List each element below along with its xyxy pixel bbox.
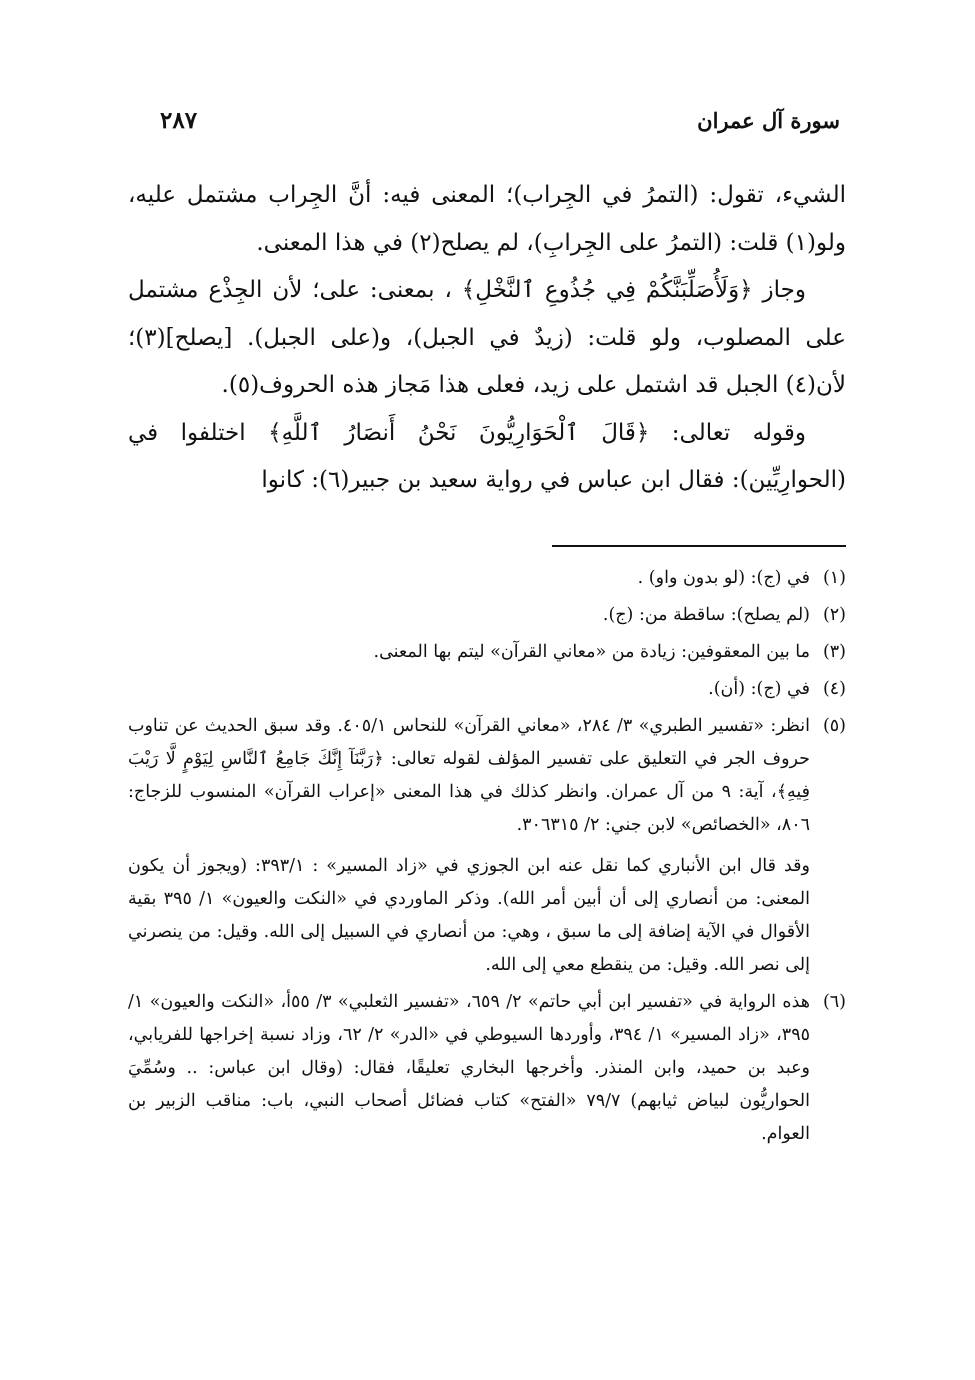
footnote (128, 636, 846, 669)
footnote-text: في (ج): (أن). (708, 679, 810, 699)
main-text (128, 172, 846, 505)
footnote-text: وقد قال ابن الأنباري كما نقل عنه ابن الجوزي في «زاد المسير» : ٣٩٣/١: (ويجوز أن يكون المعنى: من أنصاري إلى أن أبين أمر الله). وذكر الماوردي في «النكت والعيون» ١/ ٣٩٥ بقية الأقوال في الآية إضافة إلى ما سبق ، وهي: من أنصاري في السبيل إلى الله. وقيل: من ينصرني إلى نصر الله. وقيل: من ينقطع معي إلى الله. (128, 856, 810, 975)
footnote-number: (٢) (822, 605, 846, 625)
footnote (128, 599, 846, 632)
footnote-text: في (ج): (لو بدون واو) . (637, 568, 810, 588)
footnote-number: (٣) (822, 642, 846, 662)
footnote-separator (552, 545, 846, 547)
footnotes (128, 562, 846, 1155)
body-paragraph: وجاز ﴿وَلَأُصَلِّبَنَّكُمْ فِي جُذُوعِ ٱلنَّخْلِ﴾ ، بمعنى: على؛ لأن الجِذْع مشتمل على المصلوب، ولو قلت: (زيدٌ في الجبل)، و(على الجبل). [يصلح](٣)؛ لأن(٤) الجبل قد اشتمل على زيد، فعلى هذا مَجاز هذه الحروف(٥). (128, 277, 846, 398)
body-paragraph: وقوله تعالى: ﴿قَالَ ٱلْحَوَارِيُّونَ نَحْنُ أَنصَارُ ٱللَّهِ﴾ اختلفوا في (الحوارِيِّين): فقال ابن عباس في رواية سعيد بن جبير(٦): كانوا (128, 419, 846, 493)
footnote-text: هذه الرواية في «تفسير ابن أبي حاتم» ٢/ ٦٥٩، «تفسير الثعلبي» ٣/ ٥٥أ، «النكت والعيون» ١/ ٣٩٥، «زاد المسير» ١/ ٣٩٤، وأوردها السيوطي في «الدر» ٢/ ٦٢، وزاد نسبة إخراجها للفريابي، وعبد بن حميد، وابن المنذر. وأخرجها البخاري تعليقًا، فقال: (وقال ابن عباس: .. وسُمِّيَ الحواريُّون لبياض ثيابهم) ٧٩/٧ «الفتح» كتاب فضائل أصحاب النبي، باب: مناقب الزبير بن العوام. (128, 992, 810, 1144)
footnote-number: (٦) (822, 992, 846, 1012)
footnote-number: (١) (822, 568, 846, 588)
footnote-number: (٥) (822, 716, 846, 736)
footnote-text: انظر: «تفسير الطبري» ٣/ ٢٨٤، «معاني القرآن» للنحاس ٤٠٥/١. وقد سبق الحديث عن تناوب حروف الجر في التعليق على تفسير المؤلف لقوله تعالى: ﴿رَبَّنَآ إِنَّكَ جَامِعُ ٱلنَّاسِ لِيَوْمٍ لَّا رَيْبَ فِيهِ﴾، آية: ٩ من آل عمران. وانظر كذلك في هذا المعنى «إعراب القرآن» المنسوب للزجاج: ٨٠٦، «الخصائص» لابن جني: ٢/ ٣٠٦٣١٥. (128, 716, 810, 835)
running-title: سورة آل عمران (697, 107, 840, 133)
footnote (128, 673, 846, 706)
footnote-number: (٤) (822, 679, 846, 699)
page-number: ٢٨٧ (160, 106, 198, 134)
footnote (128, 562, 846, 595)
page-header (160, 100, 840, 140)
footnote (128, 710, 846, 982)
body-paragraph: الشيء، تقول: (التمرُ في الجِراب)؛ المعنى فيه: أنَّ الجِراب مشتمل عليه، ولو(١) قلت: (التمرُ على الجِرابِ)، لم يصلح(٢) في هذا المعنى. (128, 182, 846, 256)
footnote-text: ما بين المعقوفين: زيادة من «معاني القرآن» ليتم بها المعنى. (373, 642, 810, 662)
footnote (128, 986, 846, 1151)
footnote-text: (لم يصلح): ساقطة من: (ج). (602, 605, 810, 625)
